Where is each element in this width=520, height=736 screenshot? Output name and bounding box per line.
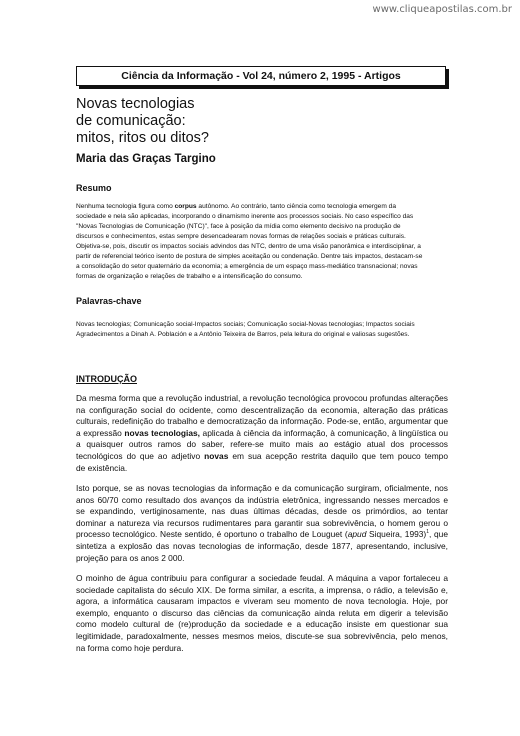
- text-line: como modelo cultural de (re)produção da sociedade e a educação insiste em questionar sua: [76, 619, 448, 630]
- introducao-heading: INTRODUÇÃO: [76, 374, 137, 384]
- text-line: culturais, redefinição do trabalho e democratização da informação. Pode-se, então, argumentar que: [76, 416, 448, 427]
- text-line: Isto porque, se as novas tecnologias da informação e da comunicação surgiram, oficialmente, nos: [76, 483, 448, 493]
- author-name: Maria das Graças Targino: [76, 153, 216, 165]
- resumo-heading: Resumo: [76, 183, 112, 193]
- intro-paragraph-2: [76, 483, 448, 564]
- resumo-line: formas de organização e relações de trabalho e a intensificação do consumo.: [76, 273, 303, 280]
- text-line: a quaisquer outros ramos do saber, refere-se muito mais ao estágio atual dos processos: [76, 439, 448, 450]
- acknowledgments-line: Agradecimentos a Dinah A. Población e a Antônio Teixeira de Barros, pela leitura do original e valiosas sugestões.: [76, 331, 410, 338]
- resumo-line: a consolidação do setor quaternário da economia; a emergência de um espaço mass-mediático transnacional; novas: [76, 263, 418, 270]
- text-line: processo tecnológico. Neste sentido, é oportuno o trabalho de Louguet (apud Siqueira, 1993)$^1$, que: [76, 529, 448, 540]
- article-title: [76, 96, 446, 147]
- title-line: mitos, ritos ou ditos?: [76, 130, 209, 146]
- keywords-body: [76, 320, 446, 340]
- resumo-line: Objetiva-se, pois, discutir os impactos sociais advindos das NTC, dentro de uma visão panorâmica e interdisciplinar, a: [76, 243, 421, 250]
- text-line: se expandindo, vertiginosamente, nas duas últimas décadas, desde os primórdios, ao tentar: [76, 506, 448, 517]
- text-line: exemplo, enquanto o discurso das ciências da comunicação ainda reluta em digerir a televisão: [76, 607, 448, 618]
- journal-header: Ciência da Informação - Vol 24, número 2, 1995 - Artigos: [76, 66, 446, 86]
- text-line: dominar a natureza via recursos rudimentares para garantir sua sobrevivência, o homem gerou o: [76, 517, 448, 528]
- text-line: na configuração social do ocidente, como descentralização da economia, alteração das práticas: [76, 404, 448, 415]
- text-line: Da mesma forma que a revolução industrial, a revolução tecnológica provocou profundas alterações: [76, 393, 448, 403]
- text-line: O moinho de água contribuiu para configurar a sociedade feudal. A máquina a vapor fortaleceu a: [76, 573, 448, 583]
- keywords-heading: Palavras-chave: [76, 296, 142, 306]
- text-line: de existência.: [76, 462, 128, 473]
- resumo-line: sociedade e nela são aplicadas, incorporando o dinamismo inerente aos processos sociais. No caso específico das: [76, 213, 414, 220]
- text-line: sintetiza a explosão das novas tecnologias de informação, desde 1877, apresentando, inclusive,: [76, 540, 448, 551]
- resumo-body: [76, 202, 446, 282]
- text-line: na forma como hoje perdura.: [76, 642, 184, 653]
- text-line: anos 60/70 como resultado dos avanços da indústria eletrônica, ingressando nesses mercados e: [76, 494, 448, 505]
- text-line: tecnológicos do que ao adjetivo novas em sua acepção restrita daquilo que tem pouco tempo: [76, 450, 448, 461]
- text-line: sociedade capitalista do século XIX. De forma similar, a escrita, a imprensa, o rádio, a televisão e,: [76, 584, 448, 595]
- keywords-line: Novas tecnologias; Comunicação social-Impactos sociais; Comunicação social-Novas tecnologias; Impactos sociais: [76, 321, 415, 328]
- text-line: a expressão novas tecnologias, aplicada à ciência da informação, à comunicação, à lingüística ou: [76, 427, 449, 438]
- resumo-line: Nenhuma tecnologia figura como corpus autônomo. Ao contrário, tanto ciência como tecnologia emergem da: [76, 203, 396, 210]
- resumo-line: partir de referencial teórico isento de postura de simples aceitação ou condenação. Dentre tais impactos, destacam-se: [76, 253, 423, 260]
- text-line: agora, a informática causaram impactos e viveram seu momento de nova tecnologia. Hoje, por: [76, 596, 448, 607]
- intro-paragraph-3: [76, 573, 448, 654]
- title-line: de comunicação:: [76, 113, 186, 129]
- title-line: Novas tecnologias: [76, 96, 195, 112]
- text-line: projeção para os anos 2 000.: [76, 552, 185, 563]
- resumo-line: "Novas Tecnologias de Comunicação (NTC)", face à posição da mídia como elemento decisivo na produção de: [76, 223, 401, 230]
- text-line: legitimidade, paradoxalmente, nesses mesmos meios, discute-se sua sobrevivência, pelo menos,: [76, 630, 448, 641]
- resumo-line: discursos e conhecimentos, estas sempre desencadearam novas formas de relações sociais e práticas culturais.: [76, 233, 406, 240]
- intro-paragraph-1: [76, 393, 448, 474]
- watermark-url: www.cliqueapostilas.com.br: [372, 4, 512, 15]
